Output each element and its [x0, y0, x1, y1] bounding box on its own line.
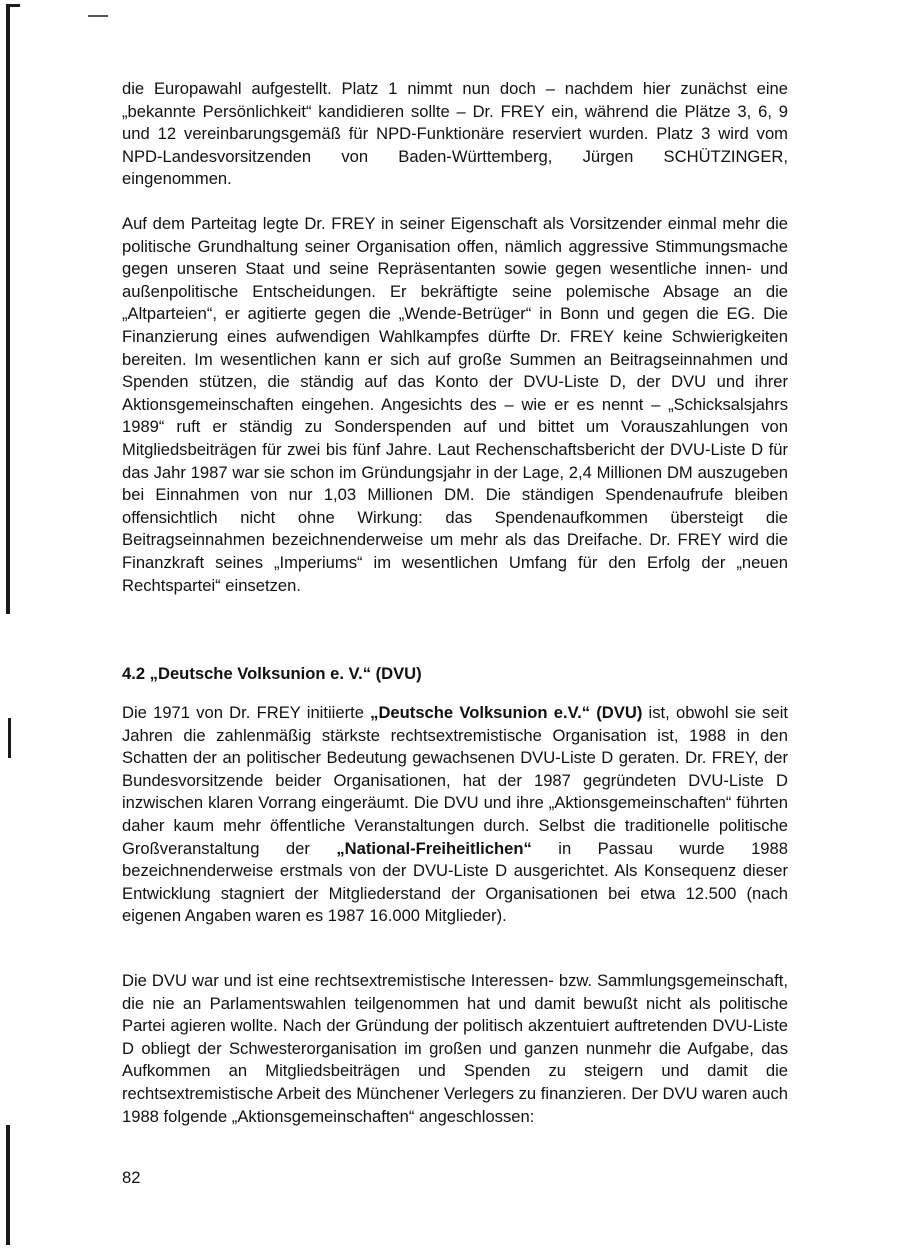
section-heading: 4.2 „Deutsche Volksunion e. V.“ (DVU) — [122, 664, 422, 683]
paragraph-3-text-2: ist, obwohl sie seit Jahren die zahlenmäßig stärkste rechtsextremistische Organisation ist, 1988 in den Schatten der an politischer Bedeutung gewachsenen DVU-Liste D geraten. Dr. FREY, der Bundesvorsitzende beider Organisationen, hat der 1987 gegründeten DVU-Liste D inzwischen klaren Vorrang eingeräumt. Die DVU und ihre „Aktionsgemeinschaften“ führten daher kaum mehr öffentliche Veranstaltungen durch. Selbst die traditionelle politische Großveranstaltung der — [122, 703, 788, 858]
paragraph-4: Die DVU war und ist eine rechtsextremistische Interessen- bzw. Sammlungsgemeinschaft, die nie an Parlamentswahlen teilgenommen hat und damit bewußt nicht als politische Partei agieren wollte. Nach der Gründung der politisch akzentuiert auftretenden DVU-Liste D obliegt der Schwesterorganisation im großen und ganzen nunmehr die Aufgabe, das Aufkommen an Mitgliedsbeiträgen und Spenden zu steigern und damit die rechtsextremistische Arbeit des Münchener Verlegers zu finanzieren. Der DVU waren auch 1988 folgende „Aktionsgemeinschaften“ angeschlossen: — [122, 971, 788, 1126]
page-number: 82 — [122, 1168, 141, 1187]
paragraph-3-bold-1: „Deutsche Volksunion e.V.“ (DVU) — [370, 703, 643, 722]
paragraph-1: die Europawahl aufgestellt. Platz 1 nimmt nun doch – nachdem hier zunächst eine „bekannte Persönlichkeit“ kandidieren sollte – Dr. FREY ein, während die Plätze 3, 6, 9 und 12 vereinbarungsgemäß für NPD-Funktionäre reserviert wurden. Platz 3 wird vom NPD-Landesvorsitzenden von Baden-Württemberg, Jürgen SCHÜTZINGER, eingenommen. — [122, 79, 788, 189]
scan-binding-edge — [6, 0, 14, 1250]
paragraph-3-bold-2: „National-Freiheitlichen“ — [336, 838, 532, 858]
paragraph-2: Auf dem Parteitag legte Dr. FREY in seiner Eigenschaft als Vorsitzender einmal mehr die politische Grundhaltung seiner Organisation offen, nämlich aggressive Stimmungsmache gegen unseren Staat und seine Repräsentanten sowie gegen wesentliche innen- und außenpolitische Entscheidungen. Er bekräftigte seine polemische Absage an die „Altparteien“, er agitierte gegen die „Wende-Betrüger“ in Bonn und gegen die EG. Die Finanzierung eines aufwendigen Wahlkampfes dürfte Dr. FREY keine Schwierigkeiten bereiten. Im wesentlichen kann er sich auf große Summen an Beitragseinnahmen und Spenden stützen, die ständig auf das Konto der DVU-Liste D, der DVU und ihrer Aktionsgemeinschaften eingehen. Angesichts des – wie er es nennt – „Schicksalsjahrs 1989“ ruft er ständig zu Sonderspenden auf und bittet um Vorauszahlungen von Mitgliedsbeiträgen für zwei bis fünf Jahre. Laut Rechenschaftsbericht der DVU-Liste D für das Jahr 1987 war sie schon im Gründungsjahr in der Lage, 2,4 Millionen DM auszugeben bei Einnahmen von nur 1,03 Millionen DM. Die ständigen Spendenaufrufe bleiben offensichtlich nicht ohne Wirkung: das Spendenaufkommen übersteigt die Beitragseinnahmen bezeichnenderweise um mehr als das Dreifache. Dr. FREY wird die Finanzkraft seines „Imperiums“ im wesentlichen Umfang für den Erfolg der „neuen Rechtspartei“ einsetzen. — [122, 214, 788, 595]
paragraph-3 — [122, 702, 788, 928]
paragraph-3-text-1: Die 1971 von Dr. FREY initiierte — [122, 703, 371, 722]
paragraph-3-text-3: in Passau wurde 1988 bezeichnenderweise erstmals von der DVU-Liste D ausgerichtet. Als Konsequenz dieser Entwicklung stagniert der Mitgliederstand der Organisationen bei etwa 12.500 (nach eigenen Angaben waren es 1987 16.000 Mitglieder). — [122, 838, 788, 926]
scan-mark — [88, 15, 108, 17]
